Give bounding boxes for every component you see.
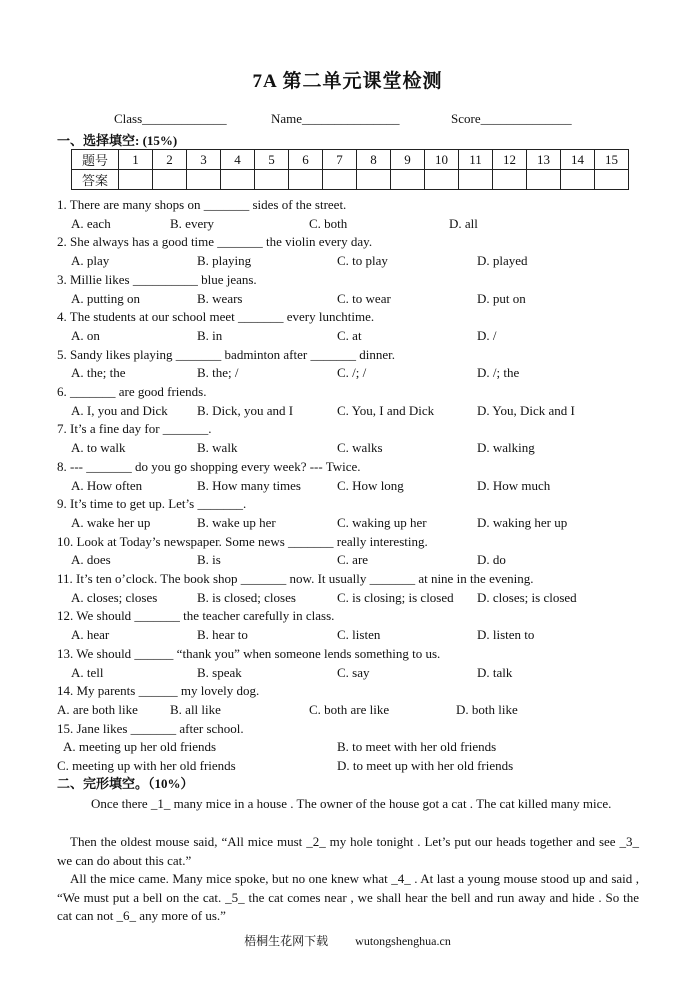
option-d: D. talk (477, 664, 513, 680)
cloze-paragraph: Then the oldest mouse said, “All mice must _2_ my hole tonight . Let’s put our heads together and see _3_ we can do about this cat.” (57, 834, 639, 868)
option-b: B. all like (170, 701, 221, 717)
question-text: 11. It’s ten o’clock. The book shop _______ now. It usually _______ at nine in the evening. (57, 571, 534, 586)
option-b: B. Dick, you and I (197, 402, 294, 418)
option-d: D. waking her up (477, 514, 568, 530)
option-a: A. wake her up (71, 514, 151, 530)
option-a: A. closes; closes (71, 589, 158, 605)
option-b: B. in (197, 327, 223, 343)
question-text: 5. Sandy likes playing _______ badminton after _______ dinner. (57, 346, 395, 362)
answer-cell[interactable] (255, 170, 289, 190)
option-c: C. to play (337, 253, 388, 269)
option-b: B. wears (197, 290, 243, 306)
answer-cell[interactable] (391, 170, 425, 190)
option-c: C. meeting up with her old friends (57, 758, 236, 773)
option-a: A. to walk (71, 440, 126, 456)
answer-cell[interactable] (425, 170, 459, 190)
option-d: D. both like (456, 701, 518, 717)
option-c: C. How long (337, 477, 404, 493)
option-d: D. How much (477, 477, 551, 493)
answer-table-number-row (72, 150, 629, 170)
option-b: B. walk (197, 440, 238, 456)
option-d: D. do (477, 552, 506, 568)
option-d: D. listen to (477, 627, 535, 643)
number-cell: 8 (357, 150, 391, 170)
answer-cell[interactable] (357, 170, 391, 190)
question-text: 8. --- _______ do you go shopping every week? --- Twice. (57, 458, 361, 474)
option-a: A. does (71, 552, 111, 568)
number-cell: 9 (391, 150, 425, 170)
question-text: 6. _______ are good friends. (57, 384, 207, 399)
answer-cell[interactable] (187, 170, 221, 190)
option-c: C. to wear (337, 290, 391, 306)
option-b: B. the; / (197, 365, 239, 381)
option-c: C. is closing; is closed (337, 589, 454, 605)
option-c: C. walks (337, 440, 383, 456)
number-cell: 6 (289, 150, 323, 170)
option-c: C. both are like (309, 701, 390, 717)
answer-table-answer-row (72, 170, 629, 190)
option-b: B. is (197, 552, 221, 568)
question-text: 12. We should _______ the teacher carefully in class. (57, 608, 335, 624)
option-a: A. are both like (57, 701, 138, 717)
option-a: A. putting on (71, 290, 140, 306)
number-cell: 10 (425, 150, 459, 170)
question-text: 3. Millie likes __________ blue jeans. (57, 271, 257, 287)
question-text: 4. The students at our school meet _______ every lunchtime. (57, 309, 375, 325)
footer (0, 932, 695, 949)
option-b: B. playing (197, 253, 252, 269)
answer-table (71, 149, 629, 190)
footer-site-name: 梧桐生花网下载 (244, 934, 329, 948)
answer-cell[interactable] (153, 170, 187, 190)
number-cell: 7 (323, 150, 357, 170)
answer-cell[interactable] (289, 170, 323, 190)
name-field: Name_______________ (271, 111, 400, 126)
option-c: C. both (309, 215, 348, 231)
option-a: A. How often (71, 477, 143, 493)
option-b: B. every (170, 215, 215, 231)
option-a: A. play (71, 253, 110, 269)
answer-cell[interactable] (119, 170, 153, 190)
option-d: D. put on (477, 290, 526, 306)
option-c: C. You, I and Dick (337, 402, 435, 418)
class-field: Class_____________ (114, 111, 227, 126)
number-cell: 12 (493, 150, 527, 170)
option-a: A. I, you and Dick (71, 402, 168, 418)
option-b: B. to meet with her old friends (337, 739, 497, 755)
option-b: B. is closed; closes (197, 589, 296, 605)
question-text: 2. She always has a good time _______ the violin every day. (57, 234, 373, 250)
option-d: D. to meet up with her old friends (337, 758, 514, 773)
option-a: A. on (71, 327, 100, 343)
option-c: C. at (337, 327, 362, 343)
option-c: C. listen (337, 627, 381, 643)
option-c: C. say (337, 664, 370, 680)
cloze-paragraph: Once there _1_ many mice in a house . The owner of the house got a cat . The cat killed many mice. (91, 796, 612, 811)
question-text: 9. It’s time to get up. Let’s _______. (57, 496, 247, 512)
number-cell: 5 (255, 150, 289, 170)
question-text: 14. My parents ______ my lovely dog. (57, 683, 260, 699)
option-d: D. walking (477, 440, 535, 456)
number-row-label: 题号 (72, 150, 119, 170)
number-cell: 3 (187, 150, 221, 170)
option-d: D. closes; is closed (477, 589, 577, 605)
number-cell: 1 (119, 150, 153, 170)
section2-heading: 二、完形填空。（10%） (57, 776, 194, 791)
number-cell: 2 (153, 150, 187, 170)
question-text: 10. Look at Today’s newspaper. Some news _______ really interesting. (57, 533, 428, 549)
page-title: 7A 第二单元课堂检测 (252, 71, 443, 92)
option-a: A. the; the (71, 365, 126, 381)
question-text: 13. We should ______ “thank you” when someone lends something to us. (57, 645, 441, 661)
answer-cell[interactable] (493, 170, 527, 190)
answer-cell[interactable] (527, 170, 561, 190)
answer-cell[interactable] (221, 170, 255, 190)
option-c: C. are (337, 552, 369, 568)
option-d: D. played (477, 253, 528, 269)
option-c: C. /; / (337, 365, 367, 381)
question-text: 15. Jane likes _______ after school. (57, 720, 244, 736)
number-cell: 15 (595, 150, 629, 170)
option-c: C. waking up her (337, 514, 427, 530)
section1-heading: 一、选择填空: (15%) (57, 133, 178, 148)
option-a: A. hear (71, 627, 110, 643)
answer-row-label: 答案 (72, 170, 119, 190)
question-text: 7. It’s a fine day for _______. (57, 421, 212, 437)
number-cell: 4 (221, 150, 255, 170)
number-cell: 13 (527, 150, 561, 170)
option-d: D. all (449, 215, 478, 231)
option-b: B. How many times (197, 477, 301, 493)
number-cell: 14 (561, 150, 595, 170)
answer-cell[interactable] (561, 170, 595, 190)
question-text: 1. There are many shops on _______ sides of the street. (57, 197, 347, 212)
option-a: A. tell (71, 664, 104, 680)
cloze-paragraph: All the mice came. Many mice spoke, but no one knew what _4_ . At last a young mouse stood up and said , “We must put a bell on the cat. _5_ the cat comes near , we shall hear the bell and run away and hide . So the cat can not _6_ any more of us.” (57, 871, 639, 924)
score-field: Score______________ (451, 111, 572, 126)
option-b: B. hear to (197, 627, 248, 643)
option-b: B. speak (197, 664, 242, 680)
footer-site-url: wutongshenghua.cn (355, 934, 451, 948)
option-d: D. You, Dick and I (477, 402, 575, 418)
number-cell: 11 (459, 150, 493, 170)
option-b: B. wake up her (197, 514, 276, 530)
option-d: D. / (477, 327, 497, 343)
answer-cell[interactable] (323, 170, 357, 190)
answer-cell[interactable] (459, 170, 493, 190)
option-a: A. meeting up her old friends (63, 739, 217, 755)
option-a: A. each (71, 215, 111, 231)
option-d: D. /; the (477, 365, 520, 381)
answer-cell[interactable] (595, 170, 629, 190)
